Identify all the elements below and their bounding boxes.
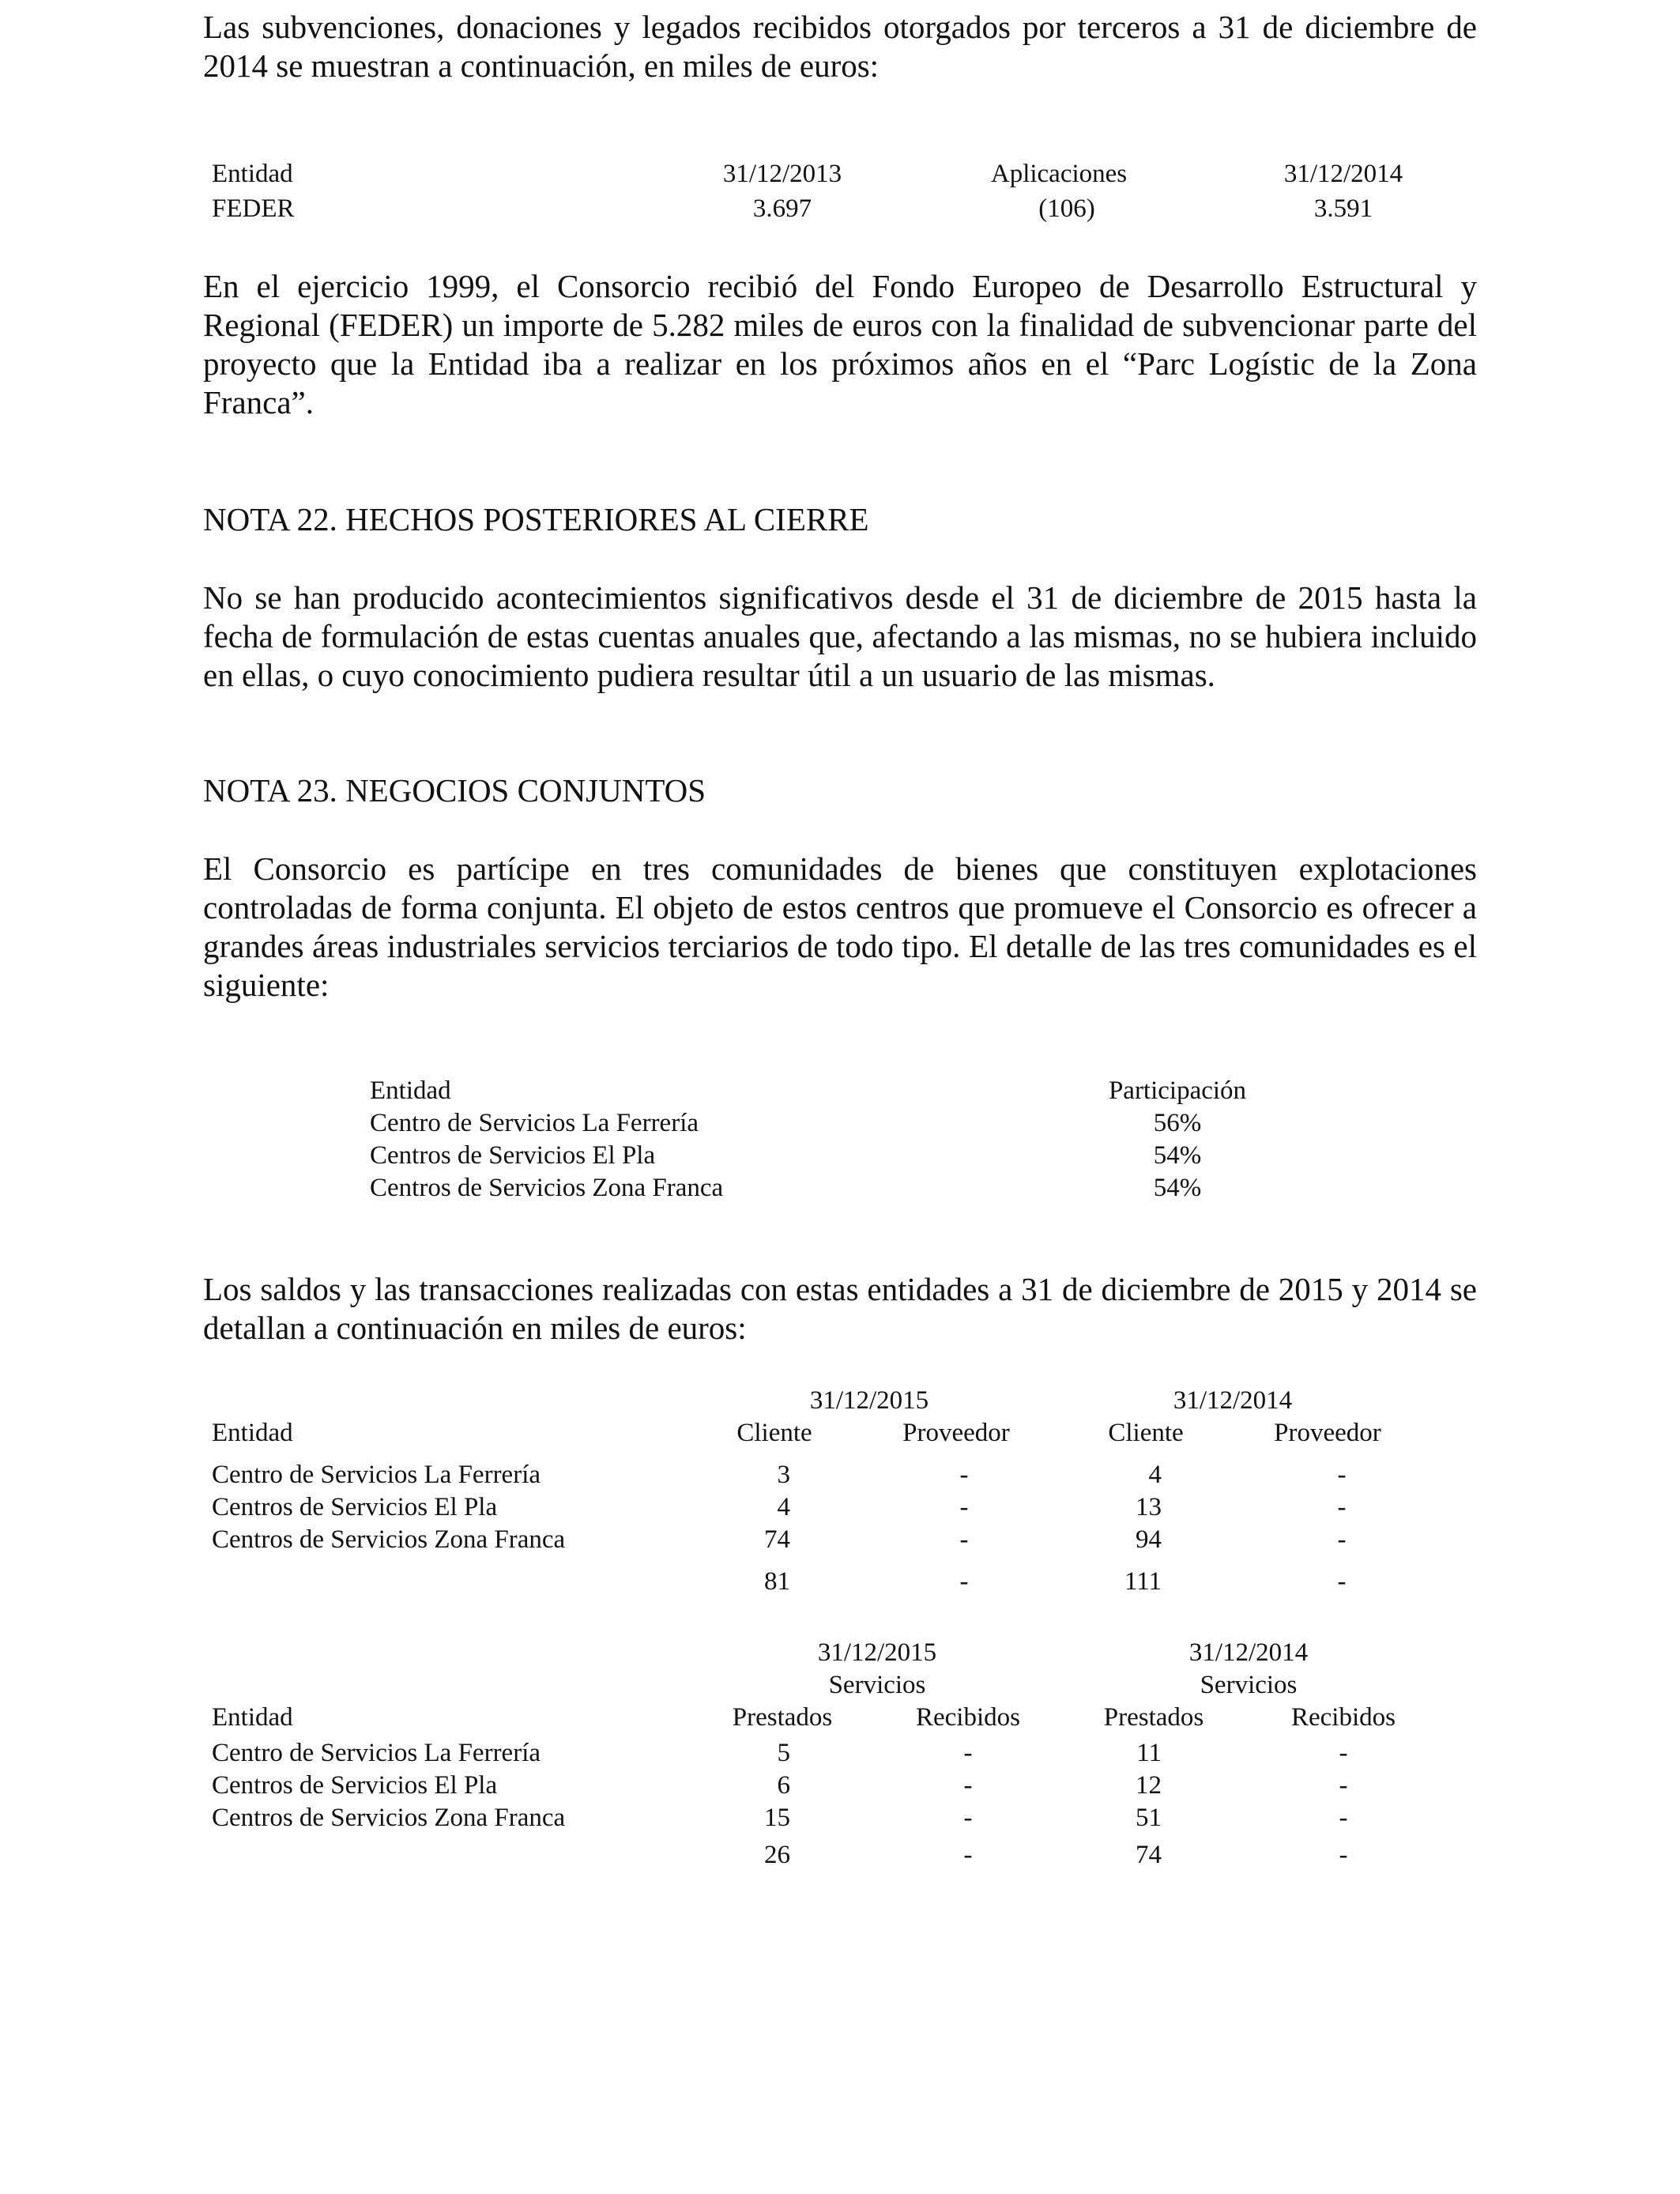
participation-row-entity: Centro de Servicios La Ferrería [370, 1109, 699, 1137]
participation-header-entidad: Entidad [370, 1076, 451, 1105]
balances-period-2014: 31/12/2014 [1173, 1386, 1293, 1415]
balances-row-proveedor-2014: - [1337, 1461, 1347, 1489]
balances-row-entity: Centro de Servicios La Ferrería [212, 1461, 541, 1489]
services-row-entity: Centros de Servicios El Pla [212, 1771, 498, 1800]
participation-row-pct: 54% [1153, 1174, 1202, 1202]
services-header-recibidos-2014: Recibidos [1291, 1703, 1396, 1732]
services-header-prestados-2014: Prestados [1103, 1703, 1204, 1732]
services-group-2015: Servicios [828, 1671, 926, 1699]
participation-row-entity: Centros de Servicios El Pla [370, 1141, 656, 1170]
services-total-recibidos-2015: - [963, 1841, 973, 1869]
balances-header-cliente-2015: Cliente [736, 1419, 812, 1447]
services-row-recibidos-2015: - [963, 1771, 973, 1800]
services-period-2015: 31/12/2015 [817, 1638, 937, 1667]
balances-row-proveedor-2015: - [959, 1525, 969, 1554]
services-row-recibidos-2014: - [1339, 1739, 1348, 1767]
row-2013: 3.697 [752, 194, 812, 223]
participation-header-pct: Participación [1108, 1076, 1247, 1105]
nota23-text: El Consorcio es partícipe en tres comunidades de bienes que constituyen explotaciones controladas de forma conjunta. El objeto de estos centros que promueve el Consorcio es ofrecer a grandes áreas industriales servicios terciarios de todo tipo. El detalle de las tres comunidades es el siguiente: [203, 850, 1477, 1003]
row-2014: 3.591 [1313, 194, 1373, 223]
balances-row-cliente-2015: 4 [777, 1493, 790, 1521]
services-row-entity: Centro de Servicios La Ferrería [212, 1739, 541, 1767]
balances-row-proveedor-2015: - [959, 1461, 969, 1489]
services-period-2014: 31/12/2014 [1188, 1638, 1309, 1667]
services-row-prestados-2015: 5 [777, 1739, 790, 1767]
services-row-prestados-2014: 51 [1136, 1804, 1162, 1832]
balances-row-proveedor-2014: - [1337, 1525, 1347, 1554]
header-aplicaciones: Aplicaciones [990, 160, 1128, 188]
services-total-prestados-2014: 74 [1136, 1841, 1162, 1869]
balances-total-proveedor-2015: - [959, 1567, 969, 1596]
services-total-prestados-2015: 26 [764, 1841, 790, 1869]
balances-paragraph: Los saldos y las transacciones realizadas con estas entidades a 31 de diciembre de 2015 y 2014 se detallan a continuación en miles de euros: [203, 1271, 1477, 1346]
participation-row-pct: 56% [1153, 1109, 1202, 1137]
balances-row-cliente-2014: 13 [1136, 1493, 1162, 1521]
services-total-recibidos-2014: - [1339, 1841, 1348, 1869]
feder-paragraph: En el ejercicio 1999, el Consorcio recibió del Fondo Europeo de Desarrollo Estructural y Regional (FEDER) un importe de 5.282 miles de euros con la finalidad de subvencionar parte del proyecto que la Entidad iba a realizar en los próximos años en el “Parc Logístic de la Zona Franca”. [203, 268, 1477, 420]
services-row-entity: Centros de Servicios Zona Franca [212, 1804, 566, 1832]
balances-row-cliente-2015: 3 [777, 1461, 790, 1489]
services-header-recibidos-2015: Recibidos [916, 1703, 1020, 1732]
services-row-prestados-2014: 12 [1136, 1771, 1162, 1800]
header-entidad: Entidad [212, 160, 293, 188]
services-row-recibidos-2014: - [1339, 1771, 1348, 1800]
balances-total-proveedor-2014: - [1337, 1567, 1347, 1596]
balances-row-cliente-2014: 4 [1148, 1461, 1162, 1489]
services-row-recibidos-2015: - [963, 1739, 973, 1767]
balances-row-entity: Centros de Servicios Zona Franca [212, 1525, 566, 1554]
services-row-recibidos-2015: - [963, 1804, 973, 1832]
header-2013: 31/12/2013 [722, 160, 842, 188]
balances-row-proveedor-2014: - [1337, 1493, 1347, 1521]
intro-paragraph: Las subvenciones, donaciones y legados recibidos otorgados por terceros a 31 de diciembre de 2014 se muestran a continuación, en miles de euros: [203, 9, 1477, 84]
services-row-prestados-2015: 6 [777, 1771, 790, 1800]
nota22-title: NOTA 22. HECHOS POSTERIORES AL CIERRE [203, 501, 869, 537]
header-2014: 31/12/2014 [1283, 160, 1403, 188]
balances-header-proveedor-2014: Proveedor [1274, 1419, 1381, 1447]
balances-row-cliente-2015: 74 [764, 1525, 790, 1554]
row-entity: FEDER [212, 194, 295, 223]
balances-header-cliente-2014: Cliente [1108, 1419, 1184, 1447]
services-header-prestados-2015: Prestados [732, 1703, 833, 1732]
balances-row-cliente-2014: 94 [1136, 1525, 1162, 1554]
balances-header-proveedor-2015: Proveedor [902, 1419, 1010, 1447]
row-aplicaciones: (106) [1038, 194, 1095, 223]
balances-total-cliente-2014: 111 [1124, 1567, 1162, 1596]
services-row-recibidos-2014: - [1339, 1804, 1348, 1832]
participation-row-entity: Centros de Servicios Zona Franca [370, 1174, 724, 1202]
balances-period-2015: 31/12/2015 [809, 1386, 929, 1415]
participation-row-pct: 54% [1153, 1141, 1202, 1170]
balances-row-entity: Centros de Servicios El Pla [212, 1493, 498, 1521]
services-group-2014: Servicios [1200, 1671, 1298, 1699]
services-header-entidad: Entidad [212, 1703, 293, 1732]
nota22-text: No se han producido acontecimientos significativos desde el 31 de diciembre de 2015 hasta la fecha de formulación de estas cuentas anuales que, afectando a las mismas, no se hubiera incluido en ellas, o cuyo conocimiento pudiera resultar útil a un usuario de las mismas. [203, 579, 1477, 693]
balances-row-proveedor-2015: - [959, 1493, 969, 1521]
nota23-title: NOTA 23. NEGOCIOS CONJUNTOS [203, 772, 706, 809]
services-row-prestados-2015: 15 [764, 1804, 790, 1832]
services-row-prestados-2014: 11 [1136, 1739, 1162, 1767]
balances-header-entidad: Entidad [212, 1419, 293, 1447]
balances-total-cliente-2015: 81 [764, 1567, 790, 1596]
